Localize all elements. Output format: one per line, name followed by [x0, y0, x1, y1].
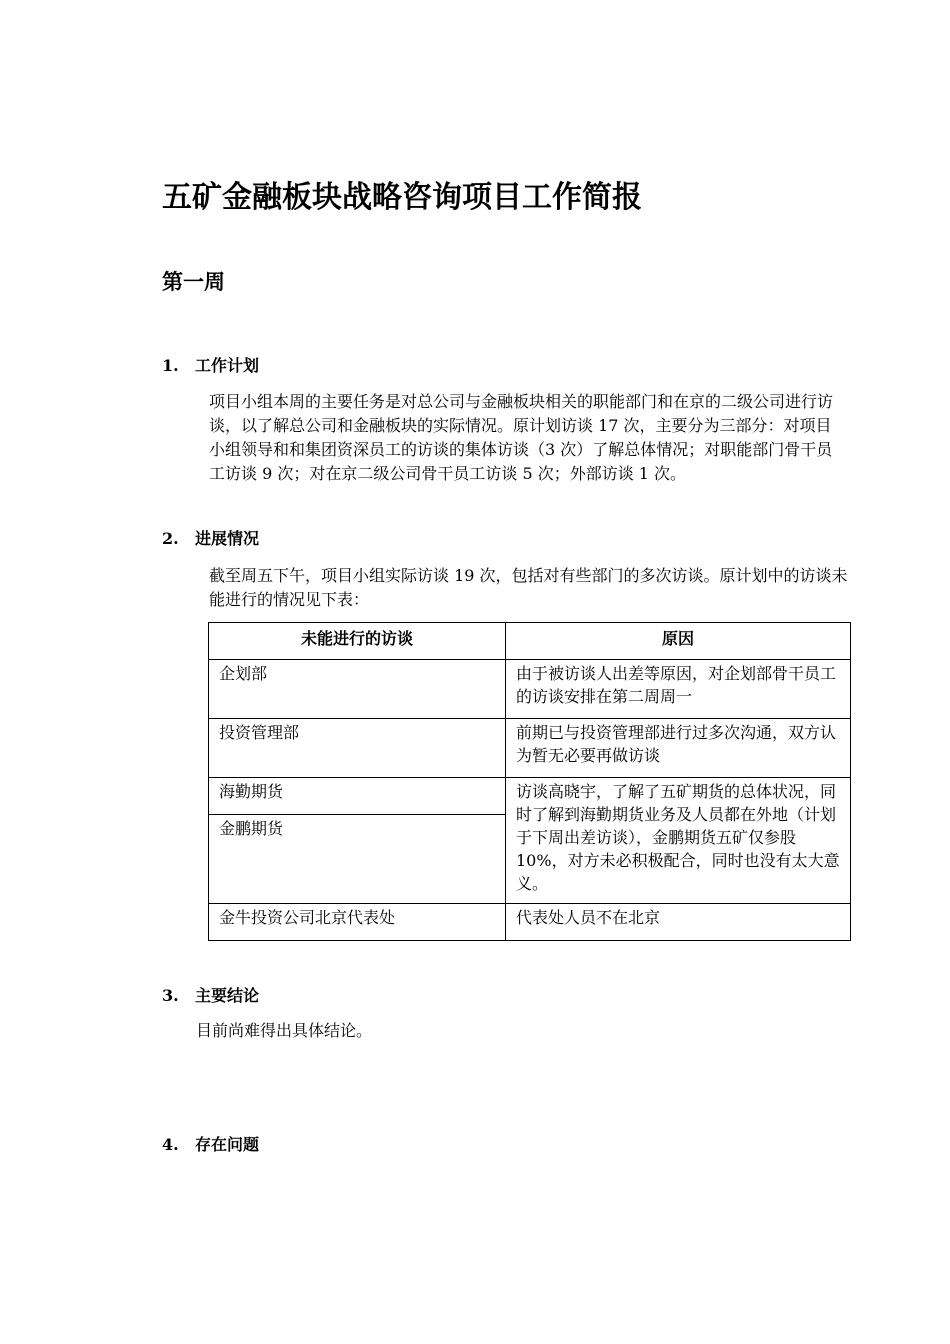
- table-header-reason: 原因: [506, 623, 851, 660]
- section-heading-progress: [162, 526, 259, 549]
- section-title: 工作计划: [195, 356, 260, 375]
- section-title: 主要结论: [195, 986, 260, 1005]
- table-header-interview: 未能进行的访谈: [209, 623, 506, 660]
- table-row: [209, 719, 851, 778]
- section-heading-work-plan: [162, 353, 259, 376]
- table-cell-interview: 金鹏期货: [209, 815, 506, 904]
- table-cell-reason: 访谈高晓宇，了解了五矿期货的总体状况，同时了解到海勤期货业务及人员都在外地（计划于下周出差访谈），金鹏期货五矿仅参股 10%，对方未必积极配合，同时也没有太大意义。: [506, 778, 851, 904]
- section-title: 进展情况: [195, 529, 260, 548]
- section-heading-conclusions: [162, 983, 259, 1006]
- table-cell-reason: 前期已与投资管理部进行过多次沟通，双方认为暂无必要再做访谈: [506, 719, 851, 778]
- table-row: [209, 660, 851, 719]
- section-number: 4.: [162, 1135, 179, 1154]
- table-cell-interview: 金牛投资公司北京代表处: [209, 904, 506, 941]
- table-cell-interview: 企划部: [209, 660, 506, 719]
- table-row: [209, 904, 851, 941]
- table-header-row: [209, 623, 851, 660]
- section-number: 2.: [162, 529, 179, 548]
- table-row: [209, 778, 851, 815]
- section-title: 存在问题: [195, 1135, 260, 1154]
- table-cell-interview: 海勤期货: [209, 778, 506, 815]
- week-heading: 第一周: [162, 270, 225, 294]
- section-number: 3.: [162, 986, 179, 1005]
- table-cell-interview: 投资管理部: [209, 719, 506, 778]
- page-title: 五矿金融板块战略咨询项目工作简报: [162, 180, 642, 215]
- work-plan-paragraph: 项目小组本周的主要任务是对总公司与金融板块相关的职能部门和在京的二级公司进行访谈，以了解总公司和金融板块的实际情况。原计划访谈 17 次，主要分为三部分：对项目小组领导和和集团资深员工的访谈的集体访谈（3 次）了解总体情况；对职能部门骨干员工访谈 9 次；对在京二级公司骨干员工访谈 5 次；外部访谈 1 次。: [209, 392, 834, 483]
- table-cell-reason: 代表处人员不在北京: [506, 904, 851, 941]
- table-cell-reason: 由于被访谈人出差等原因，对企划部骨干员工的访谈安排在第二周周一: [506, 660, 851, 719]
- conclusion-paragraph: 目前尚难得出具体结论。: [196, 1021, 373, 1040]
- missed-interviews-table: [208, 622, 851, 941]
- section-number: 1.: [162, 356, 179, 375]
- progress-paragraph: 截至周五下午，项目小组实际访谈 19 次，包括对有些部门的多次访谈。原计划中的访谈未能进行的情况见下表：: [209, 566, 848, 609]
- section-heading-issues: [162, 1132, 259, 1155]
